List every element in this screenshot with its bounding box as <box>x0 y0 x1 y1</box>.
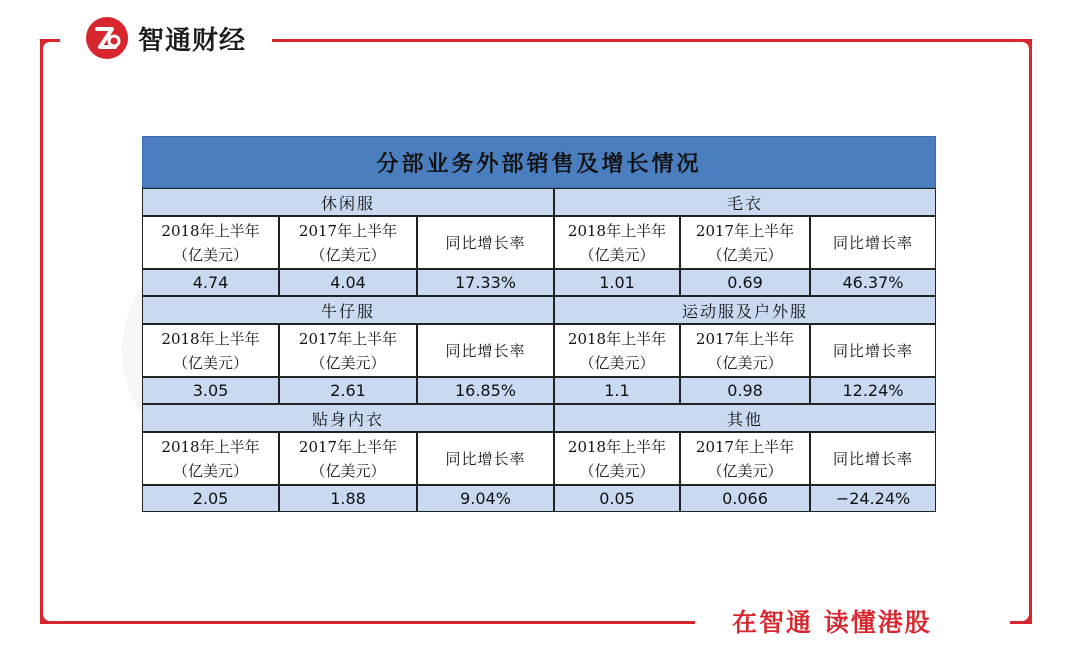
section-sweater <box>554 188 936 296</box>
header-unit: （亿美元） <box>707 245 783 264</box>
value-2018: 1.01 <box>554 269 680 296</box>
header-year: 2017年上半年 <box>695 329 795 348</box>
header-year: 2018年上半年 <box>161 329 260 348</box>
header-2018 <box>142 216 279 269</box>
header-year: 2017年上半年 <box>695 437 795 456</box>
header-year: 2018年上半年 <box>161 437 260 456</box>
header-2018 <box>554 216 680 269</box>
value-2018: 0.05 <box>554 485 680 512</box>
segment-sales-table <box>142 136 936 512</box>
section-casual <box>142 188 554 296</box>
header-year: 2018年上半年 <box>567 329 667 348</box>
header-unit: （亿美元） <box>172 461 248 480</box>
header-2018 <box>554 432 680 485</box>
frame-corner <box>40 39 57 56</box>
header-2018 <box>142 432 279 485</box>
value-2017: 1.88 <box>279 485 417 512</box>
header-2017 <box>279 324 417 377</box>
section-title: 牛仔服 <box>142 296 554 324</box>
brand-logo <box>86 16 246 60</box>
frame-line-top-right <box>272 39 1032 42</box>
frame-corner <box>1015 39 1032 56</box>
frame-line-right <box>1029 39 1032 624</box>
header-unit: （亿美元） <box>172 353 248 372</box>
frame-corner <box>40 607 57 624</box>
value-rate: 9.04% <box>417 485 554 512</box>
value-2017: 0.98 <box>680 377 810 404</box>
value-2018: 1.1 <box>554 377 680 404</box>
brand-name: 智通财经 <box>138 25 247 56</box>
header-unit: （亿美元） <box>310 353 386 372</box>
header-2017 <box>680 216 810 269</box>
header-unit: （亿美元） <box>579 461 655 480</box>
section-sportswear <box>554 296 936 404</box>
table-title: 分部业务外部销售及增长情况 <box>142 136 936 188</box>
value-2017: 4.04 <box>279 269 417 296</box>
header-2017 <box>279 216 417 269</box>
header-unit: （亿美元） <box>172 245 248 264</box>
brand-slogan: 在智通 读懂港股 <box>732 608 932 637</box>
value-2017: 2.61 <box>279 377 417 404</box>
section-other <box>554 404 936 512</box>
value-rate: 12.24% <box>810 377 936 404</box>
header-unit: （亿美元） <box>579 353 655 372</box>
value-2017: 0.066 <box>680 485 810 512</box>
header-2017 <box>279 432 417 485</box>
header-rate: 同比增长率 <box>417 216 554 269</box>
section-title: 毛衣 <box>554 188 936 216</box>
value-2018: 4.74 <box>142 269 279 296</box>
header-unit: （亿美元） <box>707 353 783 372</box>
value-rate: −24.24% <box>810 485 936 512</box>
section-title: 休闲服 <box>142 188 554 216</box>
header-year: 2017年上半年 <box>298 437 398 456</box>
header-year: 2017年上半年 <box>298 221 398 240</box>
frame-line-left <box>40 39 43 624</box>
header-2017 <box>680 432 810 485</box>
value-rate: 17.33% <box>417 269 554 296</box>
header-year: 2018年上半年 <box>567 221 667 240</box>
header-unit: （亿美元） <box>310 245 386 264</box>
header-year: 2018年上半年 <box>161 221 260 240</box>
section-denim <box>142 296 554 404</box>
header-rate: 同比增长率 <box>810 324 936 377</box>
value-2018: 2.05 <box>142 485 279 512</box>
zhitong-logo-icon <box>86 17 128 59</box>
frame-line-bottom-left <box>40 621 695 624</box>
section-intimates <box>142 404 554 512</box>
section-title: 其他 <box>554 404 936 432</box>
header-2018 <box>142 324 279 377</box>
header-2017 <box>680 324 810 377</box>
header-unit: （亿美元） <box>579 245 655 264</box>
header-year: 2017年上半年 <box>298 329 398 348</box>
header-year: 2017年上半年 <box>695 221 795 240</box>
section-title: 运动服及户外服 <box>554 296 936 324</box>
header-rate: 同比增长率 <box>417 432 554 485</box>
value-2018: 3.05 <box>142 377 279 404</box>
value-2017: 0.69 <box>680 269 810 296</box>
header-rate: 同比增长率 <box>810 216 936 269</box>
section-title: 贴身内衣 <box>142 404 554 432</box>
header-rate: 同比增长率 <box>810 432 936 485</box>
header-year: 2018年上半年 <box>567 437 667 456</box>
value-rate: 46.37% <box>810 269 936 296</box>
value-rate: 16.85% <box>417 377 554 404</box>
header-rate: 同比增长率 <box>417 324 554 377</box>
header-2018 <box>554 324 680 377</box>
header-unit: （亿美元） <box>310 461 386 480</box>
header-unit: （亿美元） <box>707 461 783 480</box>
